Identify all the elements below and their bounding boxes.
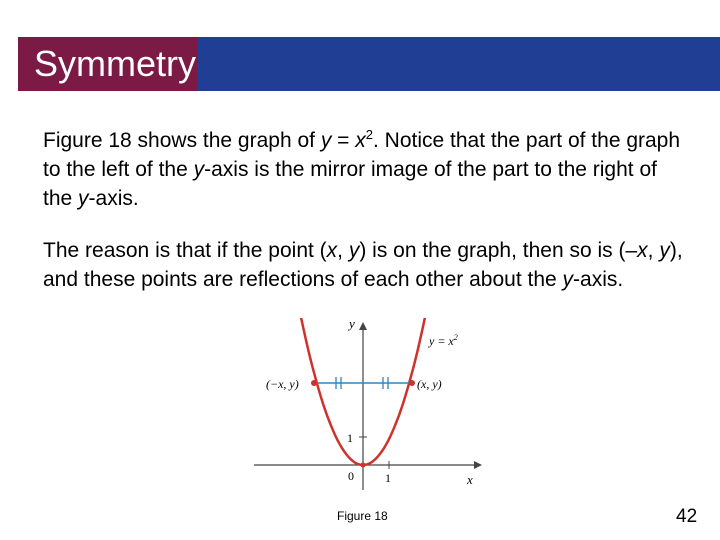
- p2-text-a: The reason is that if the point (: [43, 239, 327, 262]
- x-tick-label: 1: [385, 471, 391, 485]
- point-left-label: (−x, y): [266, 377, 299, 391]
- p2-text-c: ) is on the graph, then so is (–: [359, 239, 638, 262]
- page-number: 42: [676, 506, 698, 527]
- point-left: [311, 380, 317, 386]
- p1-text-a: Figure 18 shows the graph of: [43, 129, 321, 152]
- slide-title: Symmetry: [34, 43, 196, 84]
- p1-var-y3: y: [78, 187, 89, 210]
- curve-label: $y = x^2$: [429, 333, 458, 348]
- p2-var-x2: x: [637, 239, 648, 262]
- p2-var-y: y: [348, 239, 360, 262]
- y-axis-label: y: [349, 318, 355, 331]
- p2-text-f: -axis.: [573, 268, 624, 291]
- y-tick-label: 1: [347, 431, 353, 445]
- p1-var-y: y: [320, 129, 332, 152]
- title-bar: [18, 37, 720, 91]
- origin-point: [361, 463, 366, 468]
- p2-var-x: x: [326, 239, 338, 262]
- p1-var-x: x: [355, 129, 366, 152]
- origin-label: 0: [348, 469, 354, 483]
- p1-text-c: -axis is the mirror image of the part to the right of the: [43, 158, 657, 210]
- p1-text-b: . Notice that the part of the graph to the left of the: [43, 129, 681, 181]
- x-axis-arrow: [474, 461, 482, 469]
- p2-text-b: ,: [337, 239, 349, 262]
- p1-var-y2: y: [193, 158, 205, 181]
- figure-caption: Figure 18: [337, 509, 388, 523]
- p2-text-e: ), and these points are reflections of each other about the: [43, 239, 683, 291]
- p1-equals: =: [331, 129, 356, 152]
- paragraph-1: [43, 120, 683, 213]
- p1-exponent: 2: [365, 127, 374, 142]
- y-axis-arrow: [359, 322, 367, 330]
- point-right-label: (x, y): [417, 377, 442, 391]
- point-right: [409, 380, 415, 386]
- p2-var-y3: y: [562, 268, 574, 291]
- p1-text-d: -axis.: [88, 187, 139, 210]
- p2-text-d: ,: [647, 239, 660, 262]
- parabola-figure: [250, 318, 490, 498]
- x-axis-label: x: [467, 472, 473, 487]
- paragraph-2: [43, 236, 683, 294]
- p2-var-y2: y: [659, 239, 670, 262]
